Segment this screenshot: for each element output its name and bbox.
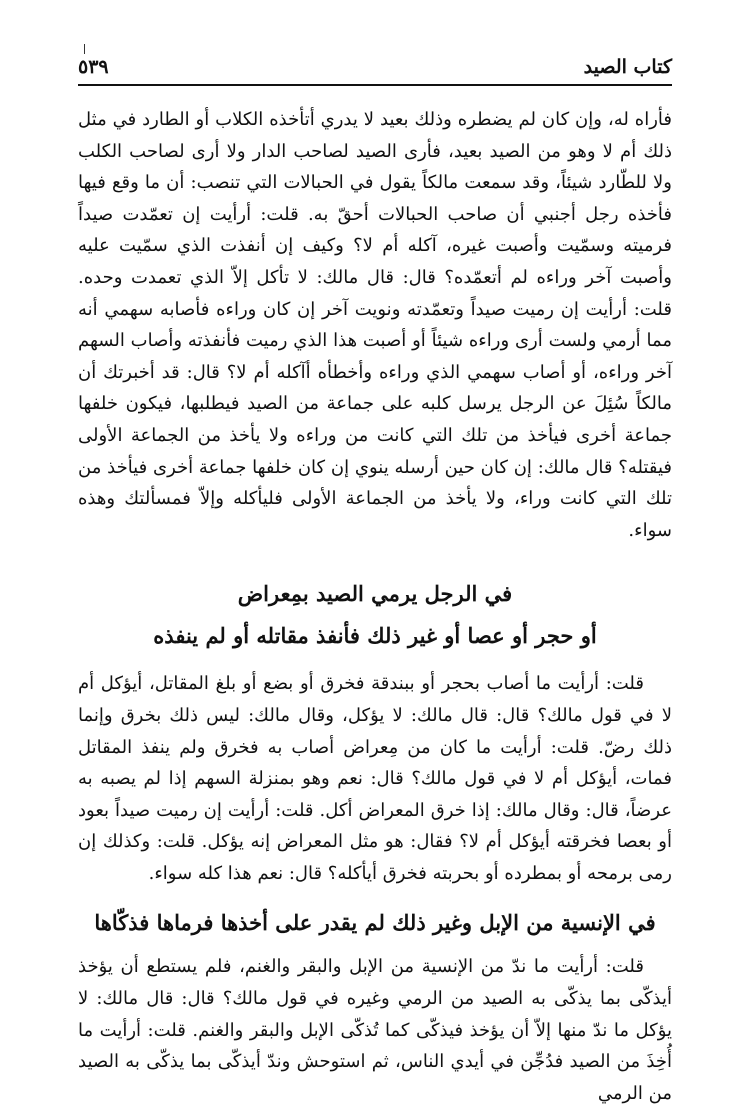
section-heading-1-line-2: أو حجر أو عصا أو غير ذلك فأنفذ مقاتله أو لم ينفذه (153, 623, 597, 649)
paragraph-2: قلت: أرأيت ما أصاب بحجر أو ببندقة فخرق أو بضع أو بلغ المقاتل، أيؤكل أم لا في قول مالك؟ قال: قال مالك: لا يؤكل، وقال مالك: ليس ذلك بخرق وإنما ذلك رضّ. قلت: أرأيت ما كان من مِعراض أصاب به فخرق ولم ينفذ المقاتل فمات، أيؤكل أم لا في قول مالك؟ قال: نعم وهو بمنزلة السهم إذا لم يصبه به عرضاً، قال: وقال مالك: إذا خرق المعراض أكل. قلت: أرأيت إن رميت صيداً بعود أو بعصا فخرقته أيؤكل أم لا؟ فقال: هو مثل المعراض إنه يؤكل. قلت: وكذلك إن رمى برمحه أو بمطرده أو بحربته فخرق أيأكله؟ قال: نعم هذا كله سواء. (78, 673, 672, 884)
section-heading-1-line-1: في الرجل يرمي الصيد بمِعراض (237, 581, 513, 607)
page-number: ٥٣٩ (78, 56, 109, 78)
page-header (78, 44, 672, 86)
paragraph-1: فأراه له، وإن كان لم يضطره وذلك بعيد لا يدري أتأخذه الكلاب أو الطارد في مثل ذلك أم لا وهو من الصيد بعيد، فأرى الصيد لصاحب الدار ولا أرى لصاحب الكلب ولا للطّارد شيئاً، وقد سمعت مالكاً يقول في الحبالات التي تنصب: أن ما وقع فيها فأخذه رجل أجنبي أن صاحب الحبالات أحقّ به. قلت: أرأيت إن تعمّدت صيداً فرميته وسمّيت وأصبت غيره، آكله أم لا؟ وكيف إن أنفذت الذي سمّيت عليه وأصبت آخر وراءه لم أتعمّده؟ قال: قال مالك: لا تأكل إلاّ الذي تعمدت وحده. قلت: أرأيت إن رميت صيداً وتعمّدته ونويت آخر إن كان وراءه فأصابه سهمي أنه مما أرمي ولست أرى وراءه شيئاً أو أصبت هذا الذي رميت فأنفذته وأصاب السهم آخر وراءه، أو أصاب سهمي الذي وراءه وأخطأه أآكله أم لا؟ قال: قد أخبرتك أن مالكاً سُئِلَ عن الرجل يرسل كلبه على جماعة من الصيد فيطلبها، فيكون خلفها جماعة أخرى فيأخذ من تلك التي كانت من وراءه ولا يأخذ من الجماعة الأولى فيقتله؟ قال مالك: إن كان حين أرسله ينوي إن كان خلفها جماعة أخرى فيأخذ من تلك التي كانت وراء، ولا يأخذ من الجماعة الأولى فليأكله وإلاّ فمسألتك وهذه سواء. (78, 109, 672, 541)
book-title: كتاب الصيد (583, 56, 672, 78)
section-heading-2: في الإنسية من الإبل وغير ذلك لم يقدر على أخذها فرماها فذكّاها (94, 910, 656, 936)
paragraph-3: قلت: أرأيت ما ندّ من الإنسية من الإبل والبقر والغنم، فلم يستطع أن يؤخذ أيذكّى بما يذكّى به الصيد من الرمي وغيره في قول مالك؟ قال: قال مالك: لا يؤكل ما ندّ منها إلاّ أن يؤخذ فيذكّى كما تُذكّى الإبل والبقر والغنم. قلت: أرأيت ما أُخِذَ من الصيد فدُجِّن في أيدي الناس، ثم استوحش وندّ أيذكّى بما يذكّى به الصيد من الرمي (78, 956, 672, 1104)
page (78, 44, 672, 1109)
